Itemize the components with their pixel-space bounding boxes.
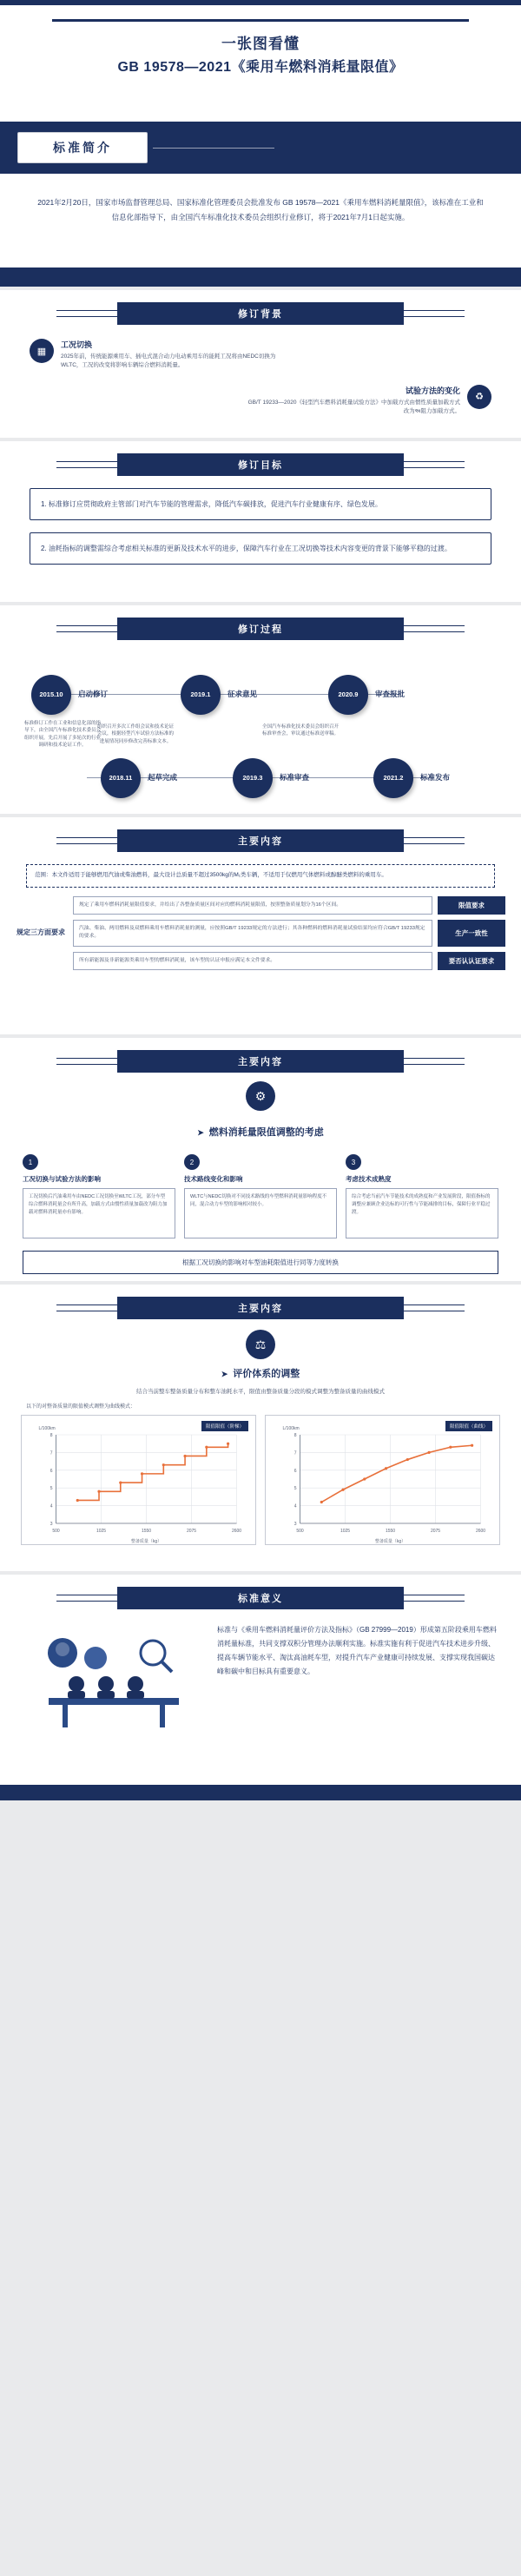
svg-text:2600: 2600 <box>475 1529 486 1535</box>
cover-divider <box>52 19 469 22</box>
svg-text:4: 4 <box>293 1503 297 1509</box>
slide-content-requirements <box>0 817 521 1034</box>
significance-ribbon-wrap <box>0 1587 521 1609</box>
limit-column-3-text: 综合考虑当前汽车节能技术的成熟度和产业发展阶段，限值指标的调整应兼顾企业达标的可行性与节能减排的目标，保障行业平稳过渡。 <box>346 1188 498 1238</box>
requirements-body <box>0 896 521 970</box>
svg-text:5: 5 <box>49 1486 53 1492</box>
fuel-gauge-icon: ⚙ <box>246 1081 275 1111</box>
slide-objectives <box>0 441 521 602</box>
significance-ribbon: 标准意义 <box>117 1587 404 1609</box>
requirement-2-desc: 汽油、柴油、两用燃料及双燃料乘用车燃料消耗量的测量，应按照GB/T 19233规定的方法进行；其各种燃料的燃料消耗量试验结果均应符合GB/T 19233规定的要求。 <box>73 920 432 947</box>
scope-box: 范围：本文件适用于能够燃用汽油或柴油燃料，最大设计总质量不超过3500kg的M₁类车辆，不适用于仅燃用气体燃料或醇醚类燃料的乘用车。 <box>26 864 495 888</box>
requirement-row <box>73 896 505 915</box>
process-node-2-date: 2019.1 <box>190 690 211 699</box>
process-node-5-date: 2019.3 <box>242 774 263 783</box>
svg-text:1550: 1550 <box>141 1529 152 1535</box>
slide-background <box>0 290 521 438</box>
ribbon-right-wing <box>404 1058 465 1065</box>
cover-tag-label: 标准简介 <box>53 141 112 155</box>
slide-significance <box>0 1575 521 1800</box>
significance-footer-bar <box>0 1785 521 1800</box>
requirements-rows <box>73 896 505 970</box>
process-node-1-date: 2015.10 <box>39 690 63 699</box>
limit-column-2-title: 技术路线变化和影响 <box>184 1175 243 1183</box>
slide-evaluation <box>0 1285 521 1571</box>
ribbon-left-wing <box>56 1058 117 1065</box>
limit-column-2 <box>184 1154 337 1238</box>
process-node-1-note: 标准修订工作在工业和信息化部的指导下，由全国汽车标准化技术委员会组织开展，先后开展了多轮次的行业调研和技术论证工作。 <box>23 721 101 748</box>
objectives-ribbon-wrap <box>0 453 521 476</box>
balance-scale-icon: ⚖ <box>246 1330 275 1359</box>
evaluation-chart-note: 以下的对整备质量的限值模式调整为曲线模式： <box>26 1404 136 1410</box>
requirement-1-desc: 规定了乘用车燃料消耗量限值要求，并给出了各整备质量区间对应的燃料消耗量限值，按照整备质量划分为16个区间。 <box>73 896 432 915</box>
ribbon-right-wing <box>404 461 465 468</box>
background-ribbon: 修订背景 <box>117 302 404 325</box>
background-item-1-row <box>0 339 521 371</box>
chart-curve <box>265 1415 500 1545</box>
process-node-2 <box>181 675 221 715</box>
limit-column-3-title: 考虑技术成熟度 <box>346 1175 392 1183</box>
limit-column-2-number: 2 <box>184 1154 200 1170</box>
svg-text:8: 8 <box>49 1433 53 1439</box>
cover-tag-line <box>153 148 274 149</box>
process-node-3-date: 2020.9 <box>338 690 359 699</box>
cover-title-line1: 一张图看懂 <box>221 36 300 52</box>
requirement-3-desc: 所有新能源及非新能源类乘用车型的燃料消耗量，该车型的认证申报应满足本文件要求。 <box>73 952 432 970</box>
background-item-2-row <box>0 385 521 417</box>
svg-text:6: 6 <box>49 1468 53 1474</box>
svg-text:3: 3 <box>49 1522 53 1528</box>
ribbon-right-wing <box>404 837 465 844</box>
svg-text:L/100km: L/100km <box>38 1426 56 1432</box>
process-ribbon: 修订过程 <box>117 618 404 640</box>
process-timeline <box>0 656 521 812</box>
ribbon-left-wing <box>56 1595 117 1602</box>
process-node-6-date: 2021.2 <box>383 774 404 783</box>
evaluation-ribbon: 主要内容 <box>117 1297 404 1319</box>
requirement-3-tag: 要否认认证要求 <box>438 952 505 970</box>
svg-text:L/100km: L/100km <box>282 1426 300 1432</box>
process-node-1-label: 启动修订 <box>78 690 109 698</box>
svg-text:3: 3 <box>293 1522 297 1528</box>
cover-tag-box <box>17 132 148 163</box>
process-node-3-label: 审查报批 <box>375 690 406 698</box>
objectives-ribbon: 修订目标 <box>117 453 404 476</box>
objective-card-2: 2. 油耗指标的调整需综合考虑相关标准的更新及技术水平的进步，保障汽车行业在工况切换等技术内容变更的背景下能够平稳的过渡。 <box>30 532 491 565</box>
svg-text:8: 8 <box>293 1433 297 1439</box>
ribbon-right-wing <box>404 1305 465 1311</box>
background-item-1 <box>30 339 491 371</box>
limit-column-1-text: 工况切换后汽油乘用车由NEDC工况切换至WLTC工况，部分车型综合燃料消耗量会有所升高，加载方式由惯性质量加载改为阻力加载对燃料消耗量亦有影响。 <box>23 1188 175 1238</box>
evaluation-desc: 结合当前整车整备质量分布和整车油耗水平，限值由整备质量分段的模式调整为整备质量的曲线模式 <box>136 1389 385 1395</box>
background-item-1-text: 2025年前，传统能源乘用车、插电式混合动力电动乘用车的能耗工况将由NEDC切换为WLTC，工况的改变将影响车辆综合燃料消耗量。 <box>61 353 276 369</box>
cover-footer-bar <box>0 268 521 287</box>
svg-text:4: 4 <box>49 1503 53 1509</box>
process-node-6-label: 标准发布 <box>420 773 451 782</box>
svg-text:整备质量（kg）: 整备质量（kg） <box>374 1539 406 1545</box>
process-node-1 <box>31 675 71 715</box>
limit-column-2-text: WLTC与NEDC切换对不同技术路线的车型燃料消耗量影响程度不同，混合动力车型的影响相对较小。 <box>184 1188 337 1238</box>
top-accent-bar <box>0 0 521 5</box>
limit-column-1-number: 1 <box>23 1154 38 1170</box>
ribbon-left-wing <box>56 461 117 468</box>
background-ribbon-wrap <box>0 302 521 325</box>
svg-text:2075: 2075 <box>430 1529 441 1535</box>
background-item-2-text: GB/T 19233—2020《轻型汽车燃料消耗量试验方法》中加载方式由惯性质量加载方式改为અ阻力加载方式。 <box>247 399 460 415</box>
chart-curve-svg <box>266 1416 499 1546</box>
requirement-1-tag: 限值要求 <box>438 896 505 915</box>
process-node-5-label: 标准审查 <box>280 773 310 782</box>
chart-step-svg <box>22 1416 255 1546</box>
process-node-3 <box>328 675 368 715</box>
process-node-5 <box>233 758 273 798</box>
process-node-4-note: 组织召开多次工作组会议和技术论证会议，根据轻型汽车试验方法标准的进展情况同步修改完善标准文本。 <box>96 724 174 744</box>
limit-column-1-title: 工况切换与试验方法的影响 <box>23 1175 101 1183</box>
svg-text:1550: 1550 <box>385 1529 396 1535</box>
slide-limit-adjustment <box>0 1038 521 1281</box>
content-ribbon-wrap <box>0 829 521 852</box>
requirements-left-label: 规定三方面要求 <box>16 928 65 936</box>
process-node-5-note: 全国汽车标准化技术委员会组织召开标准审查会，审议通过标准送审稿。 <box>261 724 339 737</box>
process-node-4-label: 起草完成 <box>148 773 178 782</box>
svg-text:1025: 1025 <box>340 1529 351 1535</box>
limit-column-3 <box>346 1154 498 1238</box>
process-node-4-date: 2018.11 <box>109 774 133 783</box>
background-item-2 <box>243 385 491 417</box>
meeting-illustration <box>23 1623 205 1754</box>
content-ribbon: 主要内容 <box>117 829 404 852</box>
svg-text:500: 500 <box>52 1529 60 1535</box>
background-item-1-title: 工况切换 <box>61 340 93 349</box>
chart-step <box>21 1415 256 1545</box>
svg-text:2075: 2075 <box>186 1529 197 1535</box>
evaluation-charts <box>0 1410 521 1545</box>
requirement-2-tag: 生产一致性 <box>438 920 505 947</box>
limit-column-1 <box>23 1154 175 1238</box>
cover-title-line2: GB 19578—2021《乘用车燃料消耗量限值》 <box>117 60 404 75</box>
significance-text: 标准与《乘用车燃料消耗量评价方法及指标》（GB 27999—2019）形成第五阶段乘用车燃料消耗量标准，共同支撑双积分管理办法顺利实施。标准实施有利于促进汽车技术进步升级、提高车辆节能水平、淘汰高油耗车型，对提升汽车产业健康可持续发展、支撑实现我国碳达峰和碳中和目标具有重要意义。 <box>217 1626 497 1675</box>
process-node-4 <box>101 758 141 798</box>
svg-text:7: 7 <box>49 1450 53 1456</box>
limit-ribbon: 主要内容 <box>117 1050 404 1073</box>
process-node-6 <box>373 758 413 798</box>
slide-cover <box>0 0 521 287</box>
svg-text:5: 5 <box>293 1486 297 1492</box>
requirement-row <box>73 920 505 947</box>
svg-text:2600: 2600 <box>231 1529 242 1535</box>
svg-text:500: 500 <box>296 1529 304 1535</box>
ribbon-right-wing <box>404 310 465 317</box>
evaluation-subtitle: ➤ 评价体系的调整 <box>0 1366 521 1380</box>
limit-columns <box>0 1154 521 1238</box>
ribbon-right-wing <box>404 625 465 632</box>
ribbon-left-wing <box>56 310 117 317</box>
background-item-2-title: 试验方法的变化 <box>405 386 460 395</box>
svg-text:1025: 1025 <box>96 1529 107 1535</box>
cover-paragraph: 2021年2月20日，国家市场监督管理总局、国家标准化管理委员会批准发布 GB 19578—2021《乘用车燃料消耗量限值》，该标准在工业和信息化部指导下，由全国汽车标准化技术委员会组织行业修订，将于2021年7月1日起实施。 <box>37 198 484 221</box>
objective-card-1: 1. 标准修订应贯彻政府主管部门对汽车节能的管理需求，降低汽车碳排放，促进汽车行业健康有序、绿色发展。 <box>30 488 491 520</box>
ribbon-left-wing <box>56 837 117 844</box>
significance-columns <box>0 1609 521 1754</box>
evaluation-ribbon-wrap <box>0 1297 521 1319</box>
process-node-2-label: 征求意见 <box>228 690 258 698</box>
svg-text:整备质量（kg）: 整备质量（kg） <box>130 1539 162 1545</box>
flask-icon: ♻ <box>467 385 491 409</box>
requirement-row <box>73 952 505 970</box>
limit-column-3-number: 3 <box>346 1154 361 1170</box>
process-ribbon-wrap <box>0 618 521 640</box>
ribbon-left-wing <box>56 1305 117 1311</box>
chart-curve-title: 限值限值（曲线） <box>445 1421 492 1431</box>
chart-bar-icon: ▦ <box>30 339 54 363</box>
ribbon-left-wing <box>56 625 117 632</box>
ribbon-right-wing <box>404 1595 465 1602</box>
limit-subtitle: ➤ 燃料消耗量限值调整的考虑 <box>0 1125 521 1139</box>
limit-conclusion: 根据工况切换的影响对车型油耗限值进行同等力度转换 <box>23 1251 498 1274</box>
limit-ribbon-wrap <box>0 1050 521 1073</box>
slide-process <box>0 605 521 814</box>
svg-text:7: 7 <box>293 1450 297 1456</box>
chart-step-title: 限值限值（阶梯） <box>201 1421 248 1431</box>
svg-text:6: 6 <box>293 1468 297 1474</box>
